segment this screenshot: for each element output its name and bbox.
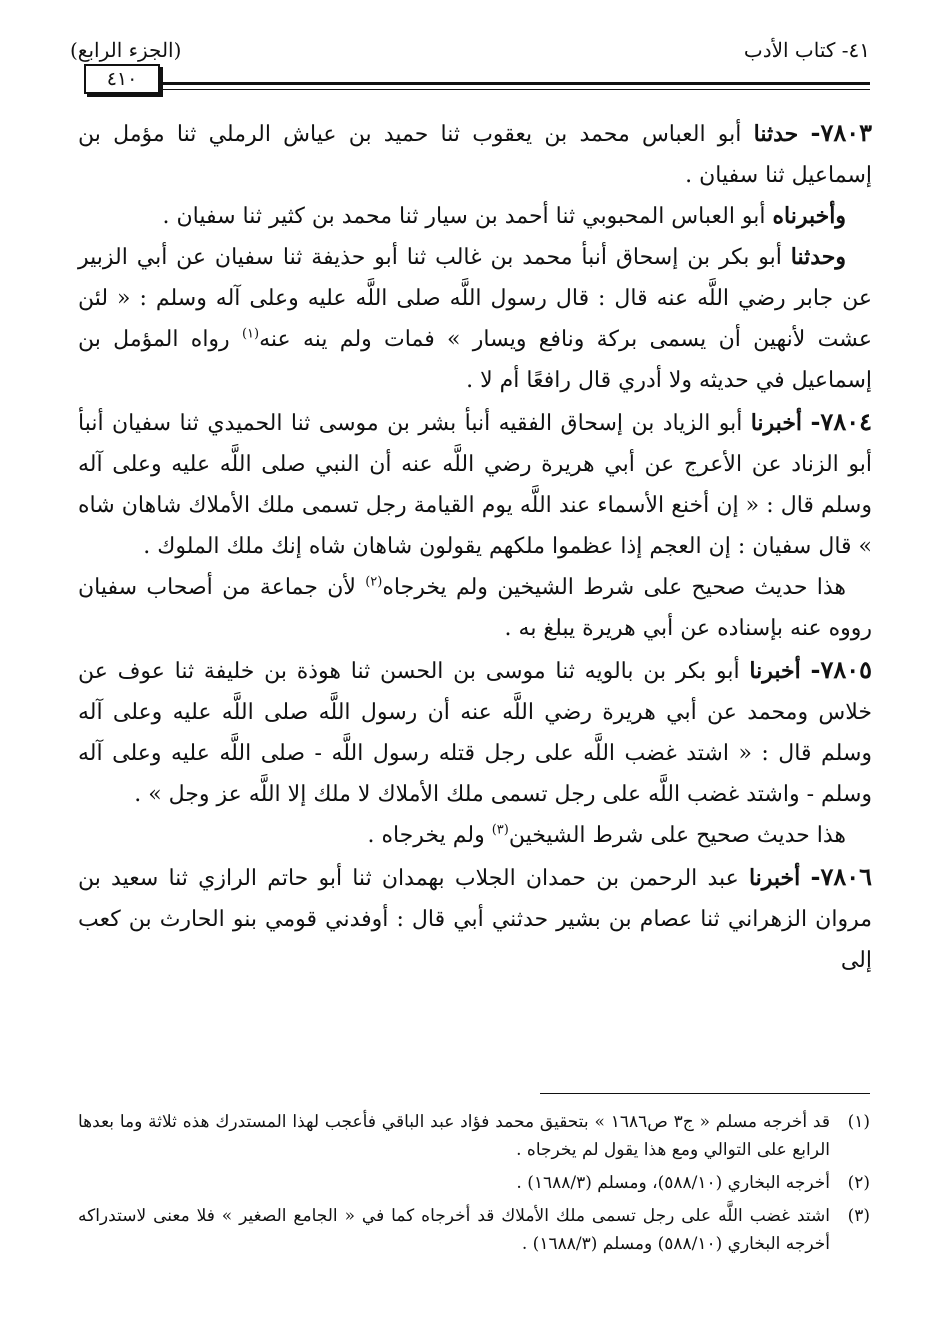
footnote-ref-1: (١) [241, 326, 260, 342]
footnote-mark: (١) [847, 1112, 870, 1132]
footnote-text: أخرجه البخاري (٥٨٨/١٠)، ومسلم (١٦٨٨/٣) . [516, 1173, 830, 1193]
narration-keyword: أخبرنا [748, 865, 801, 891]
paragraph-7804 [78, 401, 872, 567]
footnote-3 [78, 1202, 870, 1258]
paragraph-7806 [78, 856, 872, 981]
paragraph-7805 [78, 649, 872, 815]
paragraph-isnad-3 [78, 237, 872, 401]
paragraph-7803 [78, 112, 872, 196]
running-header [70, 38, 870, 78]
hadith-number: ٧٨٠٤- [810, 407, 872, 436]
paragraph-text: عبد الرحمن بن حمدان الجلاب بهمدان ثنا أبو حاتم الرازي ثنا سعيد بن مروان الزهراني ثنا عصام بن بشير حدثني أبي قال : أوفدني قومي بنو الحارث بن كعب إلى [78, 866, 872, 973]
hadith-number: ٧٨٠٣- [810, 118, 873, 147]
footnote-text: اشتد غضب اللَّه على رجل تسمى ملك الأملاك قد أخرجاه كما في « الجامع الصغير » فلا معنى لاستدراكه أخرجه البخاري (٥٨٨/١٠) ومسلم (١٦٨٨/٣) . [78, 1206, 830, 1254]
header-rule-thick [160, 82, 870, 85]
footnote-2 [78, 1169, 870, 1197]
footnotes [78, 1108, 870, 1263]
footnote-mark: (٢) [847, 1173, 870, 1193]
paragraph-text: أبو العباس محمد بن يعقوب ثنا حميد بن عياش الرملي ثنا مؤمل بن إسماعيل ثنا سفيان . [78, 122, 872, 188]
paragraph-text: أبو بكر بن إسحاق أنبأ محمد بن غالب ثنا أبو حذيفة ثنا سفيان عن أبي الزبير عن جابر رضي اللَّه عنه قال : قال رسول اللَّه صلى اللَّه عليه وعلى آله وسلم : « لئن عشت لأنهين أن يسمى بركة ونافع ويسار » فمات ولم ينه عنه [78, 245, 872, 352]
paragraph-text: أبو العباس المحبوبي ثنا أحمد بن سيار ثنا محمد بن كثير ثنا سفيان . [162, 204, 773, 229]
paragraph-text: هذا حديث صحيح على شرط الشيخين ولم يخرجاه [382, 575, 846, 600]
paragraph-text-cont: لأن جماعة من أصحاب سفيان رووه عنه بإسناده عن أبي هريرة يبلغ به . [78, 575, 872, 641]
chapter-title: ٤١- كتاب الأدب [743, 38, 870, 62]
footnote-mark: (٣) [847, 1206, 870, 1226]
footnote-separator [540, 1093, 870, 1094]
narration-keyword: حدثنا [753, 121, 799, 147]
narration-keyword: أخبرنا [749, 658, 801, 684]
footnote-1 [78, 1108, 870, 1164]
paragraph-text-cont: رواه المؤمل بن إسماعيل في حديثه ولا أدري قال رافعًا أم لا . [78, 327, 872, 393]
paragraph-isnad-2 [78, 196, 872, 237]
paragraph-text: هذا حديث صحيح على شرط الشيخين [508, 823, 846, 848]
footnote-ref-3: (٣) [491, 822, 509, 838]
main-text [78, 112, 872, 981]
paragraph-text-cont: ولم يخرجاه . [367, 823, 492, 848]
hadith-number: ٧٨٠٥- [810, 655, 872, 684]
paragraph-grading-1 [78, 567, 872, 649]
paragraph-text: أبو بكر بن بالويه ثنا موسى بن الحسن ثنا هوذة بن خليفة ثنا عوف عن خلاس ومحمد عن أبي هريرة رضي اللَّه عنه أن رسول اللَّه صلى اللَّه عليه وعلى آله وسلم قال : « اشتد غضب اللَّه على رجل قتله رسول اللَّه - صلى اللَّه عليه وعلى آله وسلم - واشتد غضب اللَّه على رجل تسمى ملك الأملاك لا ملك إلا اللَّه عز وجل » . [78, 659, 872, 807]
paragraph-grading-2 [78, 815, 872, 856]
narration-keyword: أخبرنا [750, 410, 803, 436]
narration-keyword: وأخبرناه [772, 203, 846, 229]
header-rule-thin [160, 89, 870, 90]
narration-keyword: وحدثنا [790, 244, 846, 270]
footnote-ref-2: (٢) [365, 574, 383, 590]
volume-label: (الجزء الرابع) [70, 38, 182, 62]
footnote-text: قد أخرجه مسلم « ج٣ ص١٦٨٦ » بتحقيق محمد فؤاد عبد الباقي فأعجب لهذا المستدرك هذه ثلاثة وما بعدها الرابع على التوالي ومع هذا يقول لم يخرجاه . [78, 1112, 830, 1160]
paragraph-text: أبو الزياد بن إسحاق الفقيه أنبأ بشر بن موسى ثنا الحميدي ثنا سفيان أنبأ أبو الزناد عن الأعرج عن أبي هريرة رضي اللَّه عنه أن النبي صلى اللَّه عليه وعلى آله وسلم قال : « إن أخنع الأسماء عند اللَّه يوم القيامة رجل تسمى ملك الأملاك شاهان شاه » قال سفيان : إن العجم إذا عظموا ملكهم يقولون شاهان شاه إنك ملك الملوك . [78, 411, 872, 559]
page-number: ٤١٠ [84, 64, 160, 94]
hadith-number: ٧٨٠٦- [810, 862, 872, 891]
